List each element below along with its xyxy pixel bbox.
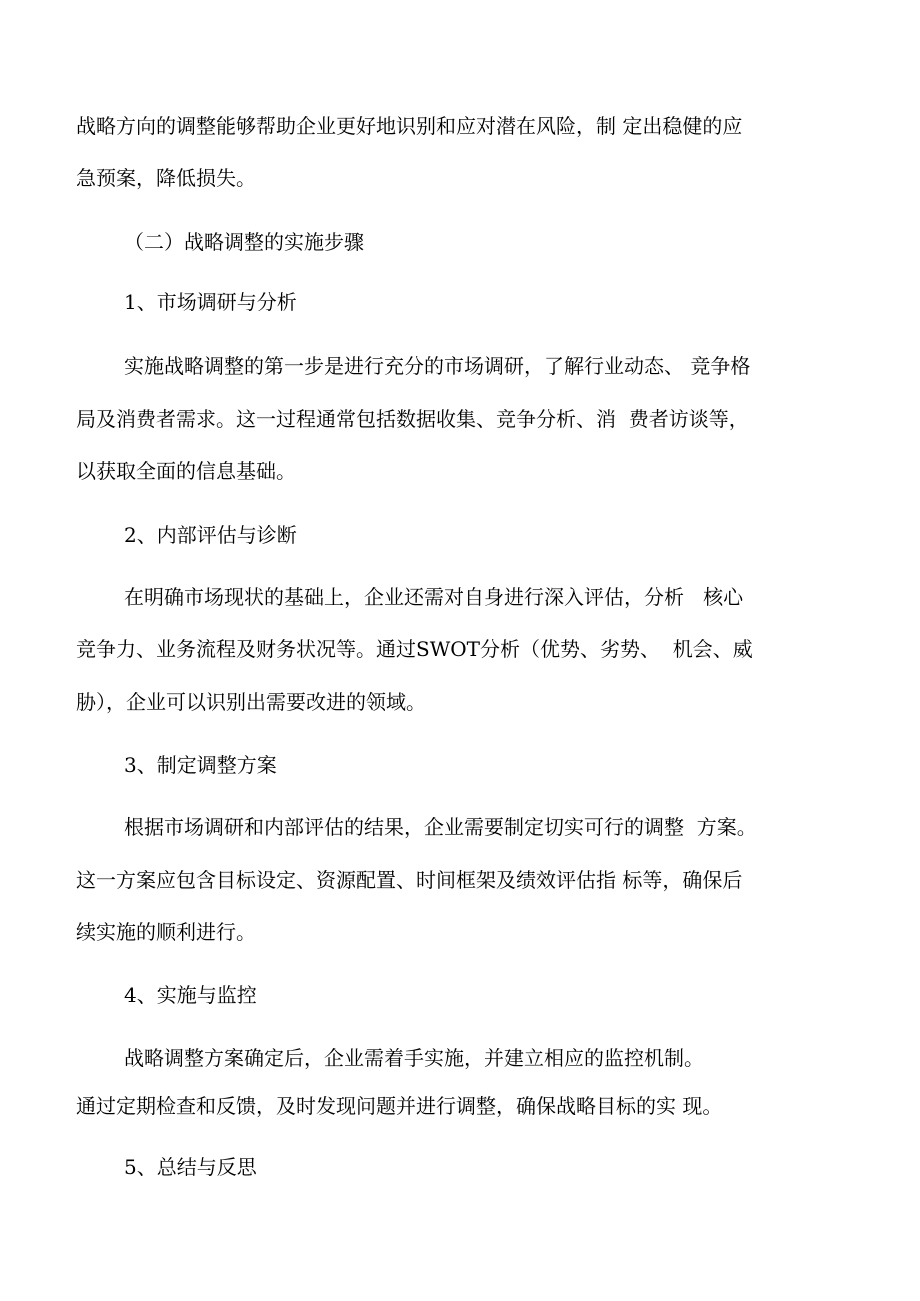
text-line: 战略调整方案确定后，企业需着手实施，并建立相应的监控机制。 — [124, 1046, 704, 1070]
text-line: 竞争力、业务流程及财务状况等。通过SWOT分析（优势、劣势、 机会、威 — [76, 637, 753, 661]
text-line: 局及消费者需求。这一过程通常包括数据收集、竞争分析、消 费者访谈等， — [76, 407, 749, 431]
text-line: 以获取全面的信息基础。 — [76, 459, 296, 483]
text-line: 急预案，降低损失。 — [76, 166, 256, 190]
subsection-heading: 3、制定调整方案 — [124, 753, 277, 777]
text-line: 实施战略调整的第一步是进行充分的市场调研，了解行业动态、 竞争格 — [124, 354, 751, 378]
subsection-heading: 1、市场调研与分析 — [124, 290, 297, 314]
text-line: 胁），企业可以识别出需要改进的领域。 — [76, 690, 426, 714]
text-line: 根据市场调研和内部评估的结果，企业需要制定切实可行的调整 方案。 — [124, 815, 757, 839]
text-line: 在明确市场现状的基础上，企业还需对自身进行深入评估，分析 核心 — [124, 585, 744, 609]
text-line: 通过定期检查和反馈，及时发现问题并进行调整，确保战略目标的实 现。 — [76, 1094, 723, 1118]
subsection-heading: 4、实施与监控 — [124, 983, 257, 1007]
text-line: 续实施的顺利进行。 — [76, 920, 256, 944]
section-heading: （二）战略调整的实施步骤 — [124, 230, 364, 254]
subsection-heading: 5、总结与反思 — [124, 1155, 257, 1179]
text-line: 这一方案应包含目标设定、资源配置、时间框架及绩效评估指 标等，确保后 — [76, 868, 743, 892]
subsection-heading: 2、内部评估与诊断 — [124, 523, 297, 547]
text-line: 战略方向的调整能够帮助企业更好地识别和应对潜在风险，制 定出稳健的应 — [76, 114, 743, 138]
